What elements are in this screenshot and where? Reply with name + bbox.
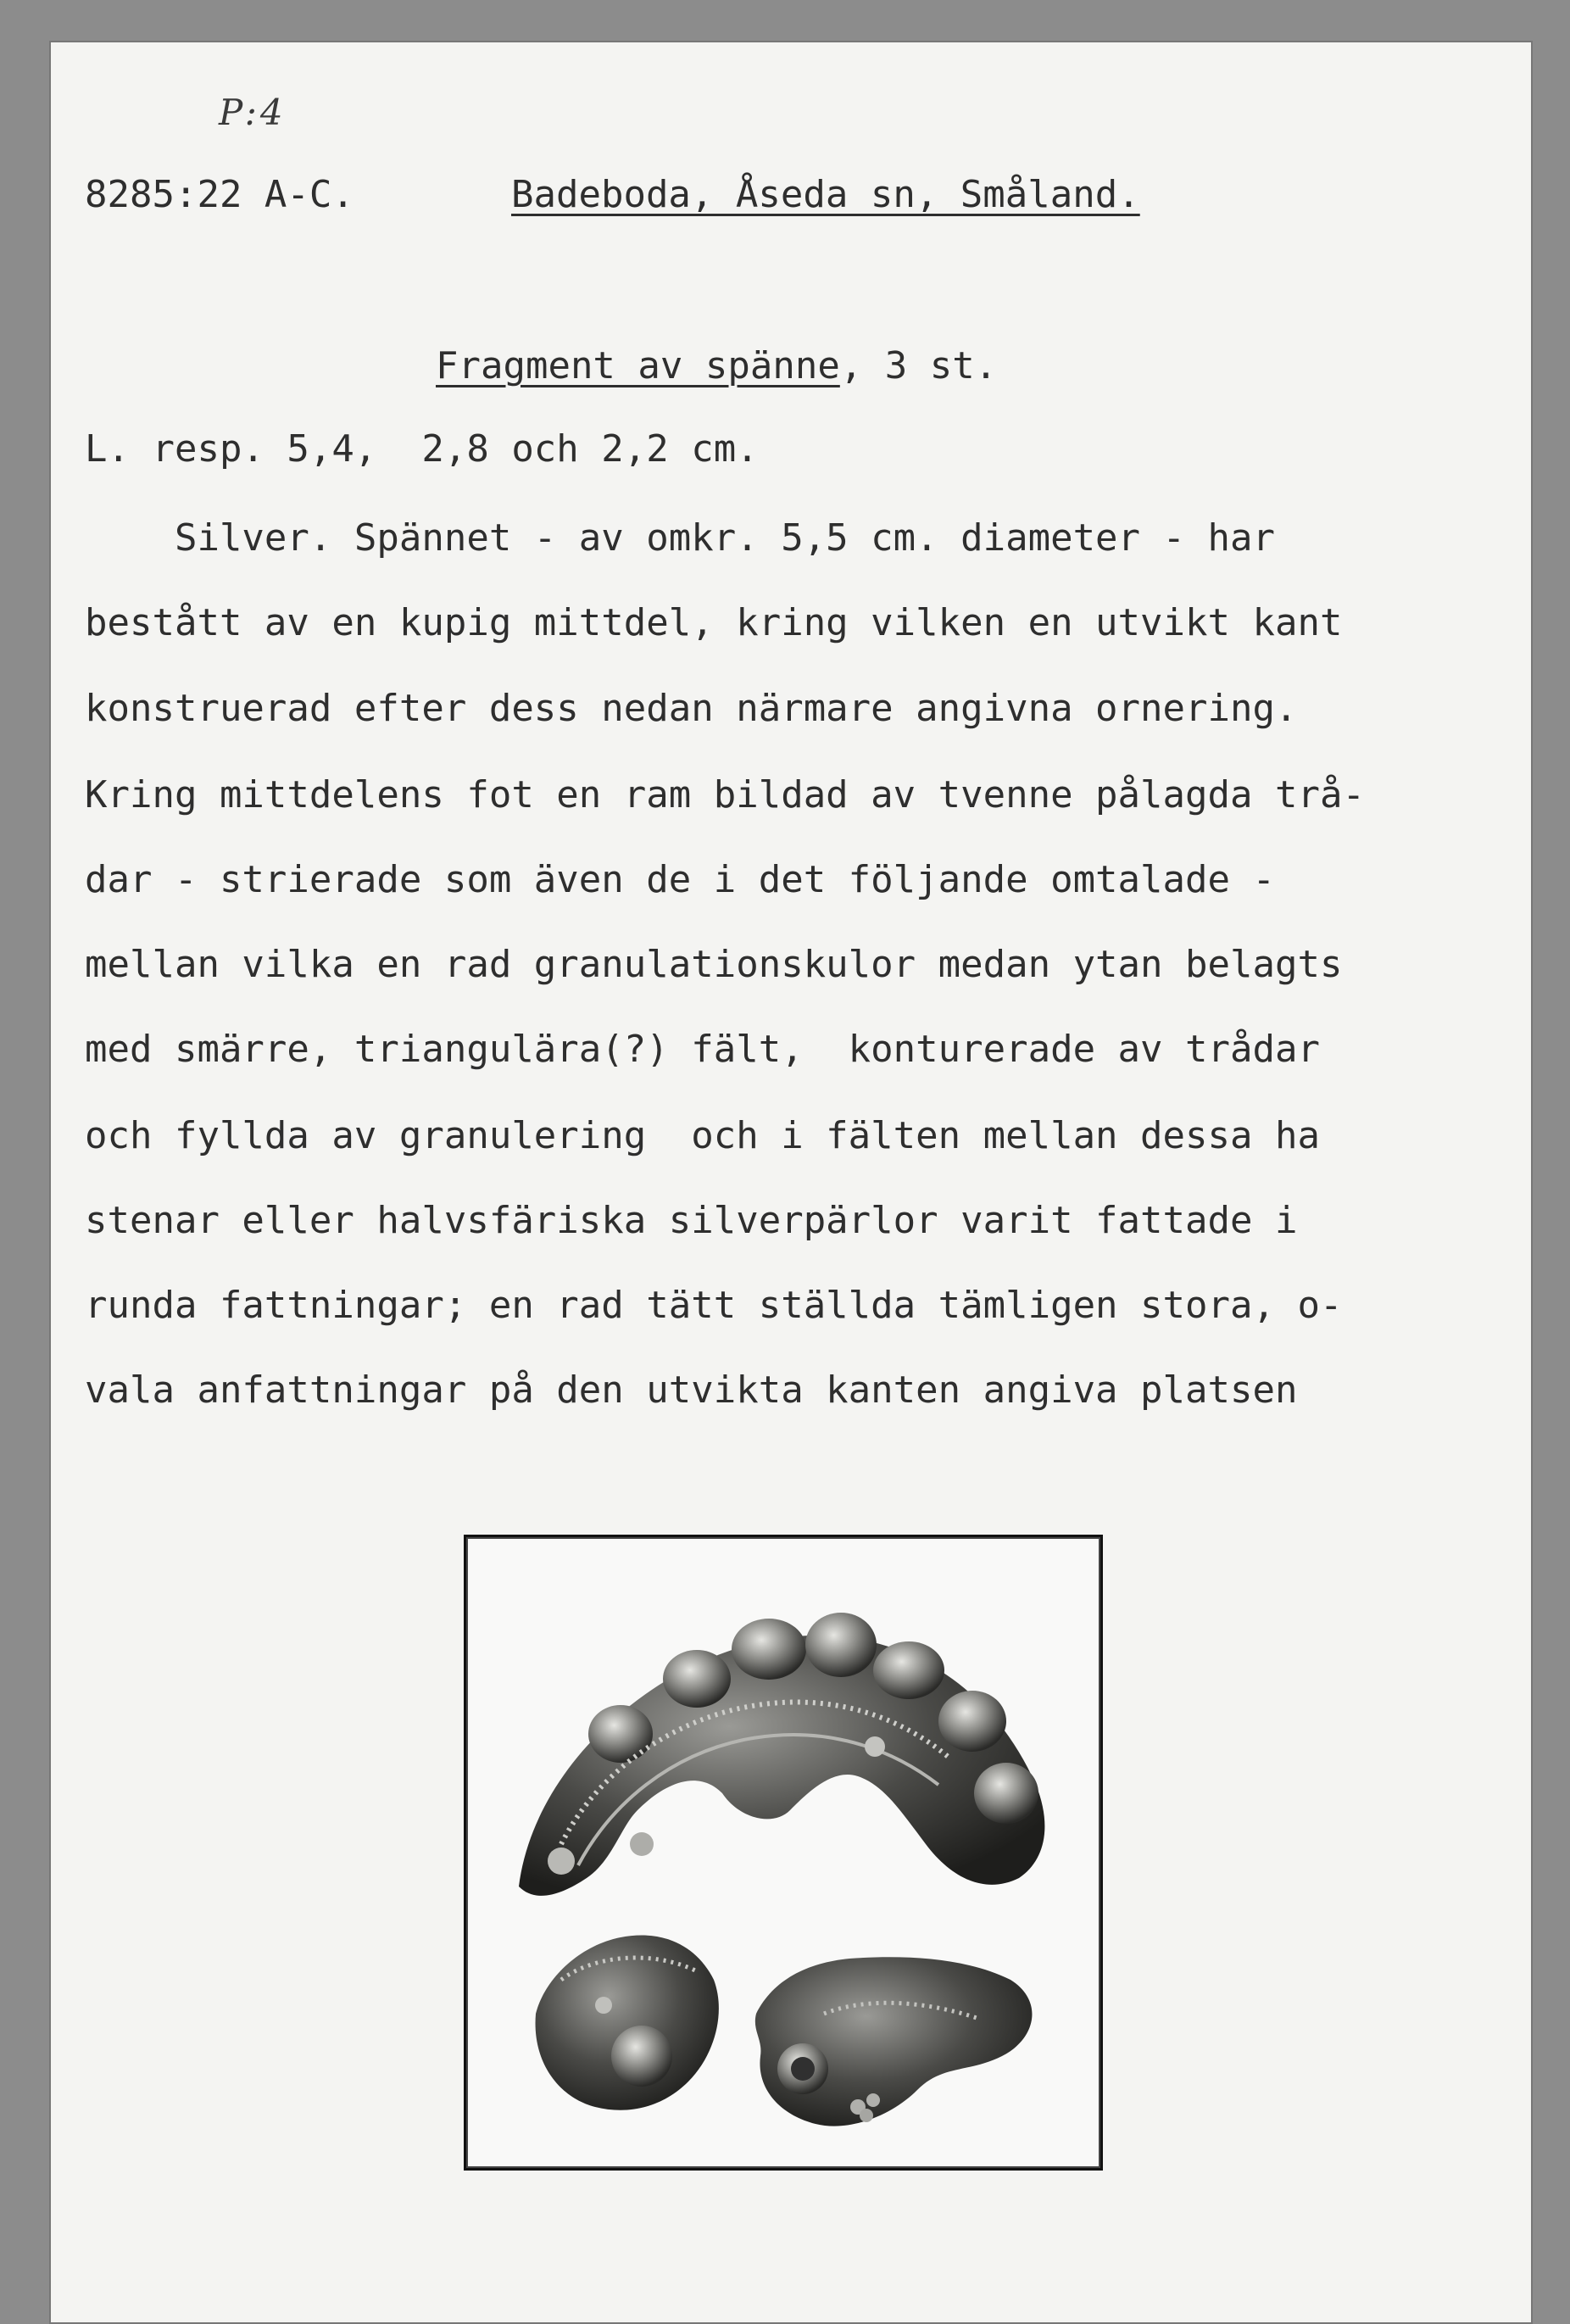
description-line: runda fattningar; en rad tätt ställda tämligen stora, o-: [85, 1284, 1343, 1327]
description-line: stenar eller halvsfäriska silverpärlor varit fattade i: [85, 1199, 1298, 1242]
dimensions: L. resp. 5,4, 2,8 och 2,2 cm.: [85, 427, 759, 471]
description-line: vala anfattningar på den utvikta kanten angiva platsen: [85, 1368, 1298, 1412]
description-line: och fyllda av granulering och i fälten mellan dessa ha: [85, 1114, 1320, 1157]
description-line: dar - strierade som även de i det följande omtalade -: [85, 858, 1275, 901]
description-line: med smärre, triangulära(?) fält, konturerade av trådar: [85, 1028, 1320, 1071]
small-fragment-right: [755, 1957, 1033, 2126]
object-count: , 3 st.: [839, 344, 998, 387]
catalog-number: 8285:22 A-C.: [85, 173, 354, 216]
description-line: bestått av en kupig mittdel, kring vilken en utvikt kant: [85, 601, 1343, 644]
description-line: mellan vilka en rad granulationskulor medan ytan belagts: [85, 943, 1343, 986]
description-line: Kring mittdelens fot en ram bildad av tvenne pålagda trå-: [85, 773, 1365, 816]
brooch-fragments-illustration: [468, 1539, 1099, 2166]
small-fragment-left: [536, 1935, 719, 2109]
handwritten-mark: P:4: [219, 92, 287, 133]
catalog-card: [49, 41, 1533, 2324]
large-fragment: [519, 1613, 1044, 1896]
description-line: konstruerad efter dess nedan närmare angivna ornering.: [85, 687, 1298, 730]
object-title: Fragment av spänne: [436, 344, 840, 387]
description-line: Silver. Spännet - av omkr. 5,5 cm. diameter - har: [85, 516, 1275, 560]
object-title-line: [436, 344, 998, 387]
location-heading: Badeboda, Åseda sn, Småland.: [511, 173, 1140, 216]
artifact-photo: [468, 1539, 1099, 2166]
